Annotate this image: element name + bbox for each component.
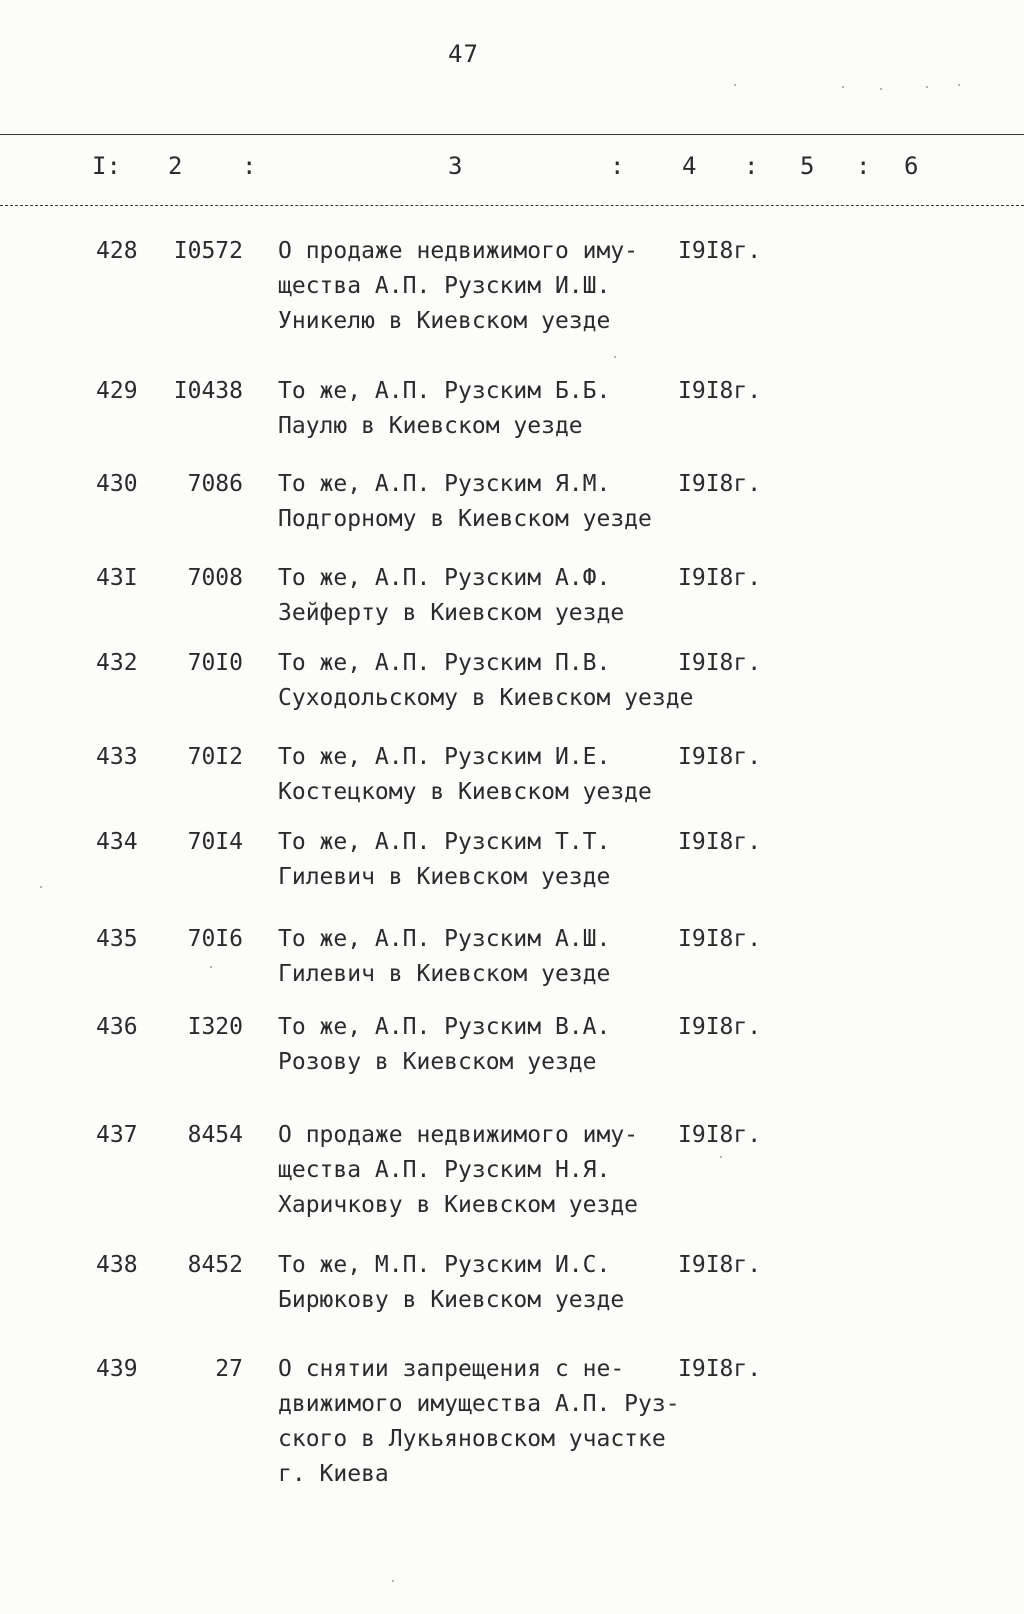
case-title-line: О снятии запрещения с не-: [278, 1356, 625, 1382]
scan-speck: [40, 886, 42, 888]
case-number: 7086: [187, 471, 243, 497]
case-title: [278, 740, 652, 810]
case-title-line: То же, А.П. Рузским Я.М.: [278, 471, 611, 497]
scan-speck: [958, 84, 960, 86]
case-title-line: Суходольскому в Киевском уезде: [278, 685, 694, 711]
case-title-line: То же, А.П. Рузским Б.Б.: [278, 378, 611, 404]
case-title-line: То же, А.П. Рузским В.А.: [278, 1014, 611, 1040]
case-year: I9I8г.: [678, 238, 762, 264]
case-title: [278, 561, 624, 631]
case-number: 70I4: [187, 829, 243, 855]
case-number: 7008: [187, 565, 243, 591]
item-number: 434: [96, 829, 138, 855]
scan-speck: [926, 86, 928, 88]
case-number: 70I0: [187, 650, 243, 676]
case-title: [278, 922, 610, 992]
case-number: 70I6: [187, 926, 243, 952]
scan-speck: [734, 84, 736, 86]
scan-speck: [210, 966, 212, 968]
case-number: 8452: [187, 1252, 243, 1278]
case-title-line: То же, М.П. Рузским И.С.: [278, 1252, 611, 1278]
item-number: 432: [96, 650, 138, 676]
scan-speck: [842, 86, 844, 88]
header-sep4: :: [744, 152, 759, 180]
item-number: 430: [96, 471, 138, 497]
header-sep5: :: [856, 152, 871, 180]
case-number: 27: [215, 1356, 243, 1382]
case-title: [278, 646, 693, 716]
case-title-line: То же, А.П. Рузским И.Е.: [278, 744, 611, 770]
item-number: 428: [96, 238, 138, 264]
case-number: 8454: [187, 1122, 243, 1148]
case-year: I9I8г.: [678, 1252, 762, 1278]
case-title-line: Розову в Киевском уезде: [278, 1049, 597, 1075]
item-number: 439: [96, 1356, 138, 1382]
case-title-line: Бирюкову в Киевском уезде: [278, 1287, 625, 1313]
case-year: I9I8г.: [678, 744, 762, 770]
case-year: I9I8г.: [678, 565, 762, 591]
item-number: 438: [96, 1252, 138, 1278]
case-number: 70I2: [187, 744, 243, 770]
header-bottom-rule: [0, 205, 1024, 206]
header-col4: 4: [682, 152, 697, 180]
case-title-line: Паулю в Киевском уезде: [278, 413, 583, 439]
case-title-line: Подгорному в Киевском уезде: [278, 506, 652, 532]
item-number: 429: [96, 378, 138, 404]
case-title: [278, 1118, 638, 1223]
case-title-line: Зейферту в Киевском уезде: [278, 600, 625, 626]
case-title-line: То же, А.П. Рузским П.В.: [278, 650, 611, 676]
page-number: 47: [448, 40, 479, 68]
case-title-line: Уникелю в Киевском уезде: [278, 308, 611, 334]
case-number: I0572: [173, 238, 243, 264]
scan-speck: [880, 88, 882, 90]
header-col2: 2: [168, 152, 183, 180]
case-year: I9I8г.: [678, 378, 762, 404]
header-top-rule: [0, 134, 1024, 135]
case-title-line: То же, А.П. Рузским Т.Т.: [278, 829, 611, 855]
case-title-line: Гилевич в Киевском уезде: [278, 961, 611, 987]
case-year: I9I8г.: [678, 829, 762, 855]
scan-speck: [614, 356, 616, 358]
case-title-line: Костецкому в Киевском уезде: [278, 779, 652, 805]
header-col6: 6: [904, 152, 919, 180]
case-title-line: О продаже недвижимого иму-: [278, 1122, 639, 1148]
case-year: I9I8г.: [678, 650, 762, 676]
item-number: 433: [96, 744, 138, 770]
case-title-line: щества А.П. Рузским И.Ш.: [278, 273, 611, 299]
item-number: 435: [96, 926, 138, 952]
case-year: I9I8г.: [678, 471, 762, 497]
scan-speck: [720, 1156, 722, 1158]
case-title-line: движимого имущества А.П. Руз-: [278, 1391, 680, 1417]
header-col3: 3: [448, 152, 463, 180]
item-number: 43I: [96, 565, 138, 591]
case-title: [278, 1010, 610, 1080]
case-title: [278, 1352, 680, 1492]
case-title-line: Гилевич в Киевском уезде: [278, 864, 611, 890]
case-title: [278, 374, 610, 444]
header-col1: I:: [92, 152, 121, 180]
case-title-line: О продаже недвижимого иму-: [278, 238, 639, 264]
case-title: [278, 1248, 624, 1318]
case-title-line: щества А.П. Рузским Н.Я.: [278, 1157, 611, 1183]
header-col5: 5: [800, 152, 815, 180]
case-number: I0438: [173, 378, 243, 404]
case-title: [278, 467, 652, 537]
case-year: I9I8г.: [678, 1356, 762, 1382]
header-sep2: :: [242, 152, 257, 180]
scan-speck: [392, 1580, 394, 1582]
case-title-line: Харичкову в Киевском уезде: [278, 1192, 639, 1218]
case-title-line: То же, А.П. Рузским А.Ш.: [278, 926, 611, 952]
case-title-line: г. Киева: [278, 1461, 389, 1487]
case-year: I9I8г.: [678, 926, 762, 952]
item-number: 436: [96, 1014, 138, 1040]
case-title-line: ского в Лукьяновском участке: [278, 1426, 666, 1452]
case-year: I9I8г.: [678, 1014, 762, 1040]
case-title: [278, 234, 638, 339]
case-year: I9I8г.: [678, 1122, 762, 1148]
case-title-line: То же, А.П. Рузским А.Ф.: [278, 565, 611, 591]
case-title: [278, 825, 610, 895]
header-sep3: :: [610, 152, 625, 180]
item-number: 437: [96, 1122, 138, 1148]
case-number: I320: [187, 1014, 243, 1040]
